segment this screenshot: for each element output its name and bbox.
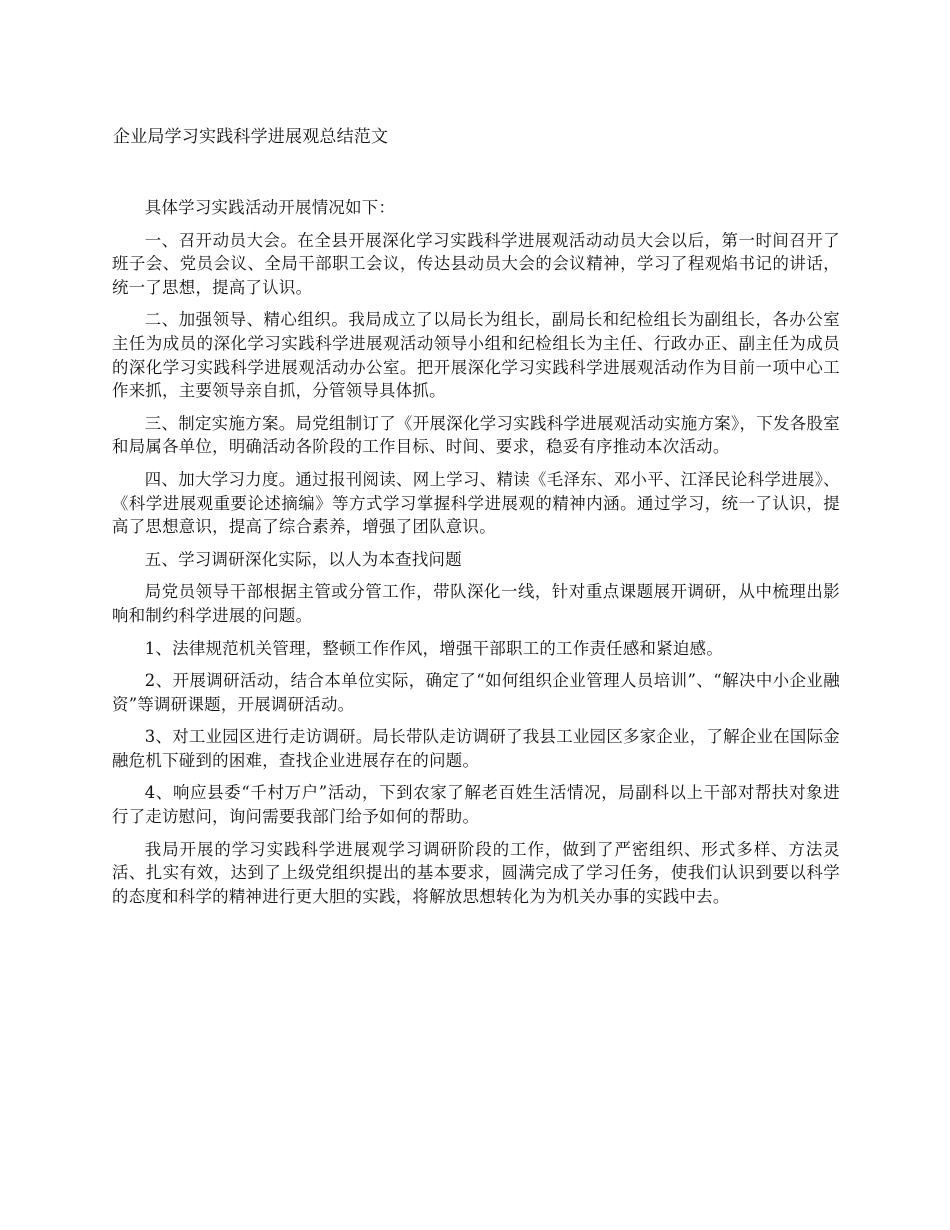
paragraph-conclusion: 我局开展的学习实践科学进展观学习调研阶段的工作，做到了严密组织、形式多样、方法灵活、扎实有效，达到了上级党组织提出的基本要求，圆满完成了学习任务，使我们认识到要以科学的态度和科学的精神进行更大胆的实践，将解放思想转化为为机关办事的实践中去。 [112,839,840,906]
paragraph-section-5-heading: 五、学习调研深化实际，以人为本查找问题 [144,549,462,569]
document-title: 企业局学习实践科学进展观总结范文 [113,127,389,147]
paragraph-item-2: 2、开展调研活动，结合本单位实际，确定了“如何组织企业管理人员培训”、“解决中小企业融资”等调研课题，开展调研活动。 [112,671,840,714]
paragraph-item-3: 3、对工业园区进行走访调研。局长带队走访调研了我县工业园区多家企业，了解企业在国际金融危机下碰到的困难，查找企业进展存在的问题。 [112,727,840,770]
paragraph-intro: 具体学习实践活动开展情况如下： [144,198,396,217]
paragraph-section-3: 三、制定实施方案。局党组制订了《开展深化学习实践科学进展观活动实施方案》，下发各股室和局属各单位，明确活动各阶段的工作目标、时间、要求，稳妥有序推动本次活动。 [112,413,840,457]
paragraph-section-5-body: 局党员领导干部根据主管或分管工作，带队深化一线，针对重点课题展开调研，从中梳理出影响和制约科学进展的问题。 [112,582,840,625]
document-body [112,196,840,917]
paragraph-section-2: 二、加强领导、精心组织。我局成立了以局长为组长，副局长和纪检组长为副组长，各办公室主任为成员的深化学习实践科学进展观活动领导小组和纪检组长为主任、行政办正、副主任为成员的深化学习实践科学进展观活动办公室。把开展深化学习实践科学进展观活动作为目前一项中心工作来抓，主要领导亲自抓，分管领导具体抓。 [112,310,840,401]
paragraph-item-4: 4、响应县委“千村万户”活动，下到农家了解老百姓生活情况，局副科以上干部对帮扶对象进行了走访慰问，询问需要我部门给予如何的帮助。 [112,783,840,827]
paragraph-section-1: 一、召开动员大会。在全县开展深化学习实践科学进展观活动动员大会以后，第一时间召开了班子会、党员会议、全局干部职工会议，传达县动员大会的会议精神，学习了程观焰书记的讲话，统一了思想，提高了认识。 [112,230,840,297]
paragraph-item-1: 1、法律规范机关管理，整顿工作作风，增强干部职工的工作责任感和紧迫感。 [144,638,724,658]
paragraph-section-4: 四、加大学习力度。通过报刊阅读、网上学习、精读《毛泽东、邓小平、江泽民论科学进展》、《科学进展观重要论述摘编》等方式学习掌握科学进展观的精神内涵。通过学习，统一了认识，提高了思想意识，提高了综合素养，增强了团队意识。 [112,469,840,537]
